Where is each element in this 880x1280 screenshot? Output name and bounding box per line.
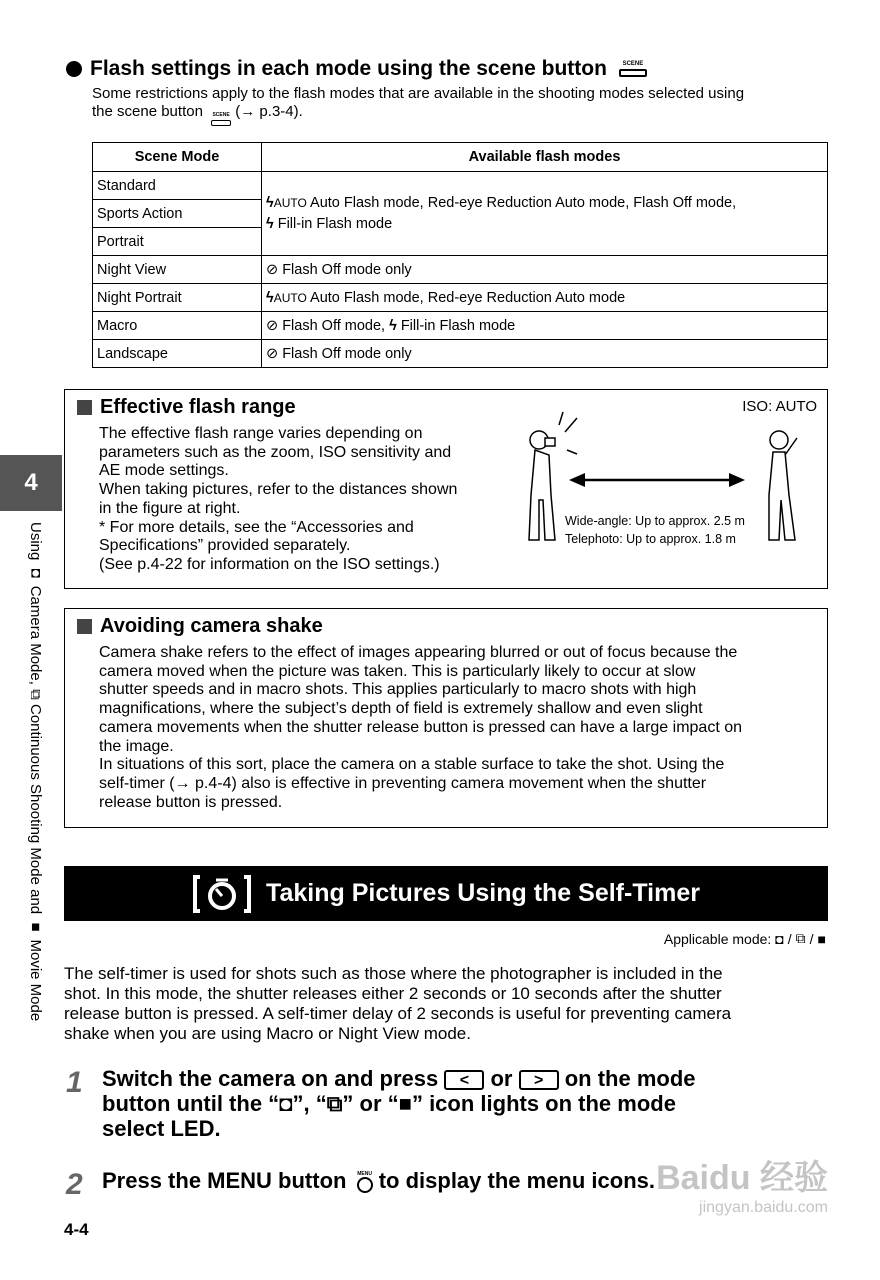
flash-range-title: Effective flash range — [100, 396, 296, 418]
scene-button-icon — [211, 112, 231, 126]
step-text-part: ”, “ — [292, 1091, 327, 1116]
table-header-row — [93, 143, 828, 172]
text-line: shot. In this mode, the shutter releases either 2 seconds or 10 seconds after the shutter — [64, 984, 722, 1003]
scene-button-icon — [619, 61, 647, 77]
camera-shake-title: Avoiding camera shake — [100, 615, 323, 637]
step-text-part: or — [490, 1066, 513, 1091]
flash-settings-title: Flash settings in each mode using the scene button — [90, 57, 607, 80]
step-line — [102, 1066, 696, 1091]
table-row — [93, 256, 828, 284]
text-line: shutter speeds and in macro shots. This applies particularly to macro shots with high — [99, 681, 697, 699]
self-timer-icon — [192, 874, 252, 914]
modes-text: Auto Flash mode, Red-eye Reduction Auto mode — [310, 289, 626, 306]
text-line: Specifications” provided separately. — [99, 537, 351, 555]
flash-modes-cell — [262, 340, 828, 368]
scene-mode-cell: Landscape — [93, 340, 262, 368]
continuous-icon: ⧉ — [326, 1091, 343, 1116]
text-line: When taking pictures, refer to the distances shown — [99, 481, 458, 499]
column-header: Available flash modes — [262, 143, 828, 172]
watermark-url: jingyan.baidu.com — [699, 1199, 828, 1216]
flash-modes-cell — [262, 312, 828, 340]
step-line — [102, 1091, 696, 1116]
chapter-tab: 4 — [0, 455, 62, 511]
flash-icon: ϟ — [389, 317, 397, 334]
chapter-side-title — [22, 522, 44, 1122]
flash-modes-table — [92, 142, 828, 368]
text-line: the image. — [99, 737, 174, 755]
text-line: AE mode settings. — [99, 462, 229, 480]
step-text — [102, 1066, 696, 1141]
flash-modes-cell — [262, 172, 828, 256]
flash-modes-cell — [262, 256, 828, 284]
self-timer-banner — [64, 866, 828, 921]
flash-off-icon: ⊘ — [266, 261, 279, 278]
flash-off-icon: ⊘ — [266, 345, 279, 362]
step-text-part: to display the menu icons. — [378, 1168, 655, 1193]
table-row — [93, 312, 828, 340]
continuous-icon: ⧉ — [27, 689, 44, 700]
menu-button-icon — [357, 1171, 373, 1193]
scene-mode-cell: Standard — [93, 172, 262, 200]
right-key-icon: > — [519, 1070, 559, 1090]
auto-label: AUTO — [273, 195, 307, 210]
subject-figure — [769, 431, 797, 540]
text-line: release button is pressed. A self-timer delay of 2 seconds is useful for preventing camera — [64, 1004, 732, 1023]
modes-text: Flash Off mode only — [282, 261, 412, 278]
camera-shake-text — [99, 644, 742, 812]
camera-shake-box — [64, 608, 828, 828]
flash-icon: ϟ — [266, 289, 274, 306]
step-text-part: Switch the camera on and press — [102, 1066, 439, 1091]
flash-range-text — [99, 425, 457, 575]
movie-icon: ■ — [27, 918, 44, 936]
iso-label: ISO: AUTO — [742, 398, 817, 415]
flash-settings-section — [66, 57, 846, 126]
step-text-part: button until the “ — [102, 1091, 280, 1116]
flash-settings-desc — [92, 85, 846, 126]
scene-label: SCENE — [622, 61, 644, 67]
scene-mode-cell: Sports Action — [93, 200, 262, 228]
telephoto-label: Telephoto: Up to approx. 1.8 m — [565, 532, 736, 546]
modes-line — [266, 193, 823, 214]
side-text: Movie Mode — [27, 939, 44, 1022]
flash-modes-cell — [262, 284, 828, 312]
scene-label: SCENE — [212, 112, 230, 118]
flash-icon: ϟ — [266, 215, 274, 232]
movie-icon: ■ — [398, 1091, 412, 1116]
table-row — [93, 340, 828, 368]
self-timer-intro — [64, 964, 824, 1044]
applicable-label: Applicable mode: — [663, 930, 772, 947]
continuous-icon: ⧉ — [795, 930, 806, 946]
square-icon — [77, 619, 92, 634]
box-title — [77, 615, 323, 638]
text-line: In situations of this sort, place the camera on a stable surface to take the shot. Using the — [99, 756, 725, 774]
step-number: 2 — [66, 1168, 83, 1201]
text-line: The effective flash range varies depending on — [99, 425, 423, 442]
step-text-part: on the mode — [564, 1066, 696, 1091]
flash-range-box — [64, 389, 828, 589]
step-line: select LED. — [102, 1116, 221, 1141]
side-text: Camera Mode, — [27, 585, 44, 685]
text-line: * For more details, see the “Accessories and — [99, 518, 414, 536]
menu-label: MENU — [357, 1171, 372, 1178]
box-title — [77, 396, 296, 419]
modes-text: Flash Off mode only — [282, 345, 412, 362]
modes-text: Fill-in Flash mode — [277, 215, 393, 232]
flash-off-icon: ⊘ — [266, 317, 279, 334]
text-line: camera moved when the picture was taken. This is particularly likely to occur at slow — [99, 662, 696, 680]
text-line: self-timer (→ p.4-4) also is effective in preventing camera movement when the shutter — [99, 774, 707, 792]
auto-label: AUTO — [273, 290, 307, 305]
distance-labels — [565, 512, 745, 548]
step-text-part: ” icon lights on the mode — [411, 1091, 676, 1116]
desc-text: the scene button — [92, 103, 203, 120]
distance-arrow — [569, 473, 745, 487]
text-line: magnifications, where the subject’s depth of field is extremely shallow and even slight — [99, 700, 703, 718]
wide-angle-label: Wide-angle: Up to approx. 2.5 m — [565, 514, 745, 528]
section-title — [66, 57, 846, 81]
text-line: camera movements when the shutter release button is pressed can have a large impact on — [99, 718, 743, 736]
text-line: Camera shake refers to the effect of images appearing blurred or out of focus because the — [99, 644, 738, 661]
text-line: (See p.4-22 for information on the ISO settings.) — [99, 555, 440, 573]
step-text-part: Press the MENU button — [102, 1168, 347, 1193]
camera-icon: ◘ — [27, 564, 44, 582]
scene-mode-cell: Macro — [93, 312, 262, 340]
desc-line — [92, 103, 846, 126]
watermark — [656, 1150, 828, 1217]
column-header: Scene Mode — [93, 143, 262, 172]
page-number: 4-4 — [64, 1220, 89, 1239]
desc-text: (→ p.3-4). — [235, 103, 303, 120]
watermark-text: Baidu 经验 — [656, 1159, 828, 1197]
square-icon — [77, 400, 92, 415]
step-text-part: ” or “ — [342, 1091, 399, 1116]
modes-text: Fill-in Flash mode — [400, 317, 516, 334]
table-row — [93, 284, 828, 312]
scene-mode-cell: Night Portrait — [93, 284, 262, 312]
text-line: The self-timer is used for shots such as those where the photographer is included in the — [64, 964, 723, 983]
desc-line: Some restrictions apply to the flash modes that are available in the shooting modes selected using — [92, 85, 745, 102]
side-text: Using — [27, 522, 44, 561]
table-row — [93, 172, 828, 200]
text-line: release button is pressed. — [99, 793, 283, 811]
scene-mode-cell: Portrait — [93, 228, 262, 256]
camera-icon: ◘ — [775, 930, 784, 947]
left-key-icon: < — [444, 1070, 484, 1090]
flash-icon: ϟ — [266, 194, 274, 211]
text-line: in the figure at right. — [99, 499, 241, 517]
camera-icon: ◘ — [279, 1091, 293, 1116]
step-text — [102, 1168, 655, 1202]
applicable-mode: Applicable mode: ◘ / ⧉ / ■ — [663, 930, 826, 947]
text-line: shake when you are using Macro or Night View mode. — [64, 1024, 471, 1043]
side-text: Continuous Shooting Mode and — [27, 703, 44, 915]
movie-icon: ■ — [817, 930, 826, 947]
bullet-icon — [66, 61, 82, 77]
modes-text: Flash Off mode, — [282, 317, 386, 334]
step-number: 1 — [66, 1066, 83, 1099]
text-line: parameters such as the zoom, ISO sensitivity and — [99, 443, 452, 461]
modes-text: Auto Flash mode, Red-eye Reduction Auto mode, Flash Off mode, — [310, 194, 737, 211]
scene-mode-cell: Night View — [93, 256, 262, 284]
flash-lines-icon — [559, 412, 577, 454]
modes-line — [266, 214, 823, 235]
self-timer-title: Taking Pictures Using the Self-Timer — [266, 879, 700, 907]
photographer-figure — [529, 431, 555, 540]
step-1 — [66, 1066, 826, 1141]
